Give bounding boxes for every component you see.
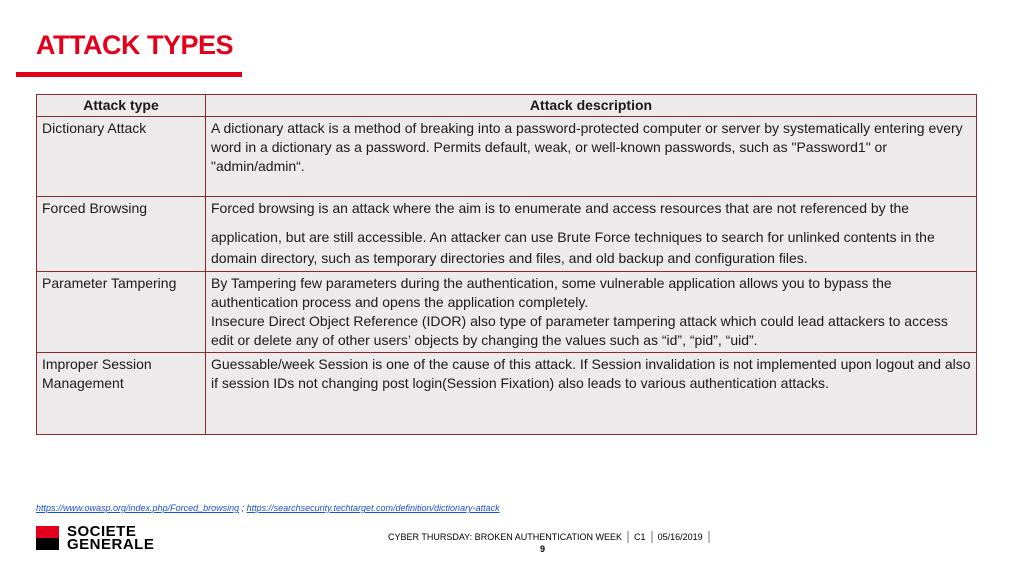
attack-description-cell	[206, 353, 977, 435]
page-number: 9	[540, 544, 546, 554]
table-row	[37, 117, 977, 197]
description-text: A dictionary attack is a method of breaking into a password-protected computer or server by systematically entering every word in a dictionary as a password. Permits default, weak, or well-known passwords, such as "Password1" or "admin/admin“.	[211, 120, 963, 174]
table-header-row	[37, 95, 977, 117]
attack-description-cell	[206, 272, 977, 353]
description-text: application, but are still accessible. An attacker can use Brute Force techniques to search for unlinked contents in the domain directory, such as temporary directories and files, and old backup and configuration files.	[211, 229, 935, 266]
attack-description-cell	[206, 197, 977, 272]
source-link-techtarget[interactable]: https://searchsecurity.techtarget.com/definition/dictionary-attack	[246, 503, 500, 513]
description-text: Insecure Direct Object Reference (IDOR) also type of parameter tampering attack which could lead attackers to access edit or delete any of other users’ objects by changing the values such as “id”, “pid”, “uid”.	[211, 313, 948, 348]
header-attack-description: Attack description	[206, 95, 977, 117]
title-underline	[16, 72, 242, 77]
description-text: Forced browsing is an attack where the aim is to enumerate and access resources that are not referenced by the	[211, 200, 910, 216]
footer-event: CYBER THURSDAY: BROKEN AUTHENTICATION WEEK	[388, 532, 623, 542]
source-link-owasp[interactable]: https://www.owasp.org/index.php/Forced_browsing	[36, 503, 240, 513]
header-attack-type: Attack type	[37, 95, 206, 117]
description-text: Guessable/week Session is one of the cause of this attack. If Session invalidation is not implemented upon logout and also if session IDs not changing post login(Session Fixation) also leads to various authentication attacks.	[211, 356, 971, 391]
table-row	[37, 197, 977, 272]
attack-type-cell: Forced Browsing	[37, 197, 206, 272]
attack-type-cell: Dictionary Attack	[37, 117, 206, 197]
attack-types-table	[36, 94, 977, 435]
footer-date: 05/16/2019	[657, 532, 703, 542]
sources-line	[36, 503, 500, 513]
footer-separator	[627, 531, 629, 543]
footer-separator	[708, 531, 710, 543]
source-separator: ;	[239, 503, 247, 513]
attack-description-cell	[206, 117, 977, 197]
logo-mark-icon	[36, 526, 59, 550]
attack-type-cell: Parameter Tampering	[37, 272, 206, 353]
footer-code: C1	[634, 532, 646, 542]
table-row	[37, 272, 977, 353]
footer	[388, 531, 715, 543]
logo-wordmark: SOCIETE GENERALE	[67, 523, 155, 553]
table-row	[37, 353, 977, 435]
societe-generale-logo	[36, 525, 154, 551]
footer-separator	[651, 531, 653, 543]
description-text: By Tampering few parameters during the authentication, some vulnerable application allows you to bypass the authentication process and opens the application completely.	[211, 275, 892, 310]
page-title: ATTACK TYPES	[36, 30, 234, 60]
attack-type-cell: Improper Session Management	[37, 353, 206, 435]
